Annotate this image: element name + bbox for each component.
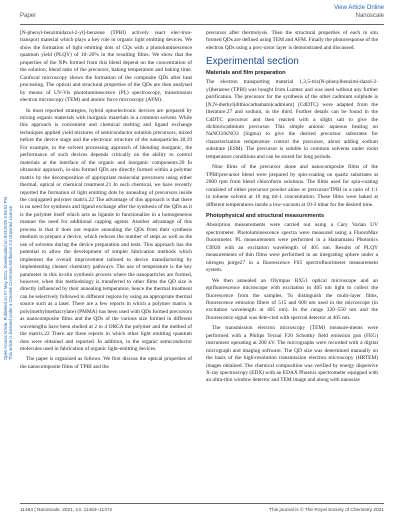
right-paragraph: Absorption measurements were carried out using a Cary Varian UV spectrometer. Photoluminescence spectra were measured using a FluoroMax fluorometer. PL measurements were performed in a Hamamatsu Photonics C9920 with an excitation wavelength of 405 nm. Results of PLQY measurements of thin films were performed in an integrating sphere under a nitrogen purge27 in a fluorescence FS5 spectrofluorimeter measurement system. (206, 222, 378, 274)
footer-copyright: This journal is © The Royal Society of Chemistry 2021 (269, 508, 384, 513)
side-access-line[interactable]: Open Access Article. Published on 07 May 2021. Downloaded on 8/31/2025 5:58:52 PM. (3, 195, 8, 360)
header-rule (20, 24, 384, 25)
header-section-label: Paper (20, 13, 37, 19)
left-column (20, 30, 192, 374)
header-journal-name: Nanoscale (355, 13, 384, 19)
left-paragraph: [N-phenyl-benzimidazol-2-yl]-benzene (TPBI) actively react elec-tron-transport material which plays a key role in organic light emitting devices. We show the formation of light emitting dots of CQs with a photoluminescence quantum yield (PLQY) of 10–20% in the resulting films. We show that the properties of the NPs formed from this blend depend on the concentration of the solution, blend ratio of the precursor, baking temperature and baking time. Confocal microscopy shows the formation of the composite QDs after heat processing. The optical and structural properties of the QDs are then analysed by means of UV-Vis photoluminescence (PL) spectroscopy, transmission electron microscopy (TEM) and atomic force microscopy (AFM). (20, 30, 192, 104)
right-paragraph: Nine films of the precursor alone and nanocomposite films of the TPBI/precursor blend were prepared by spin-coating on quartz substrates at 2000 rpm from blend chloroform solutions. The films used for spin-coating consisted of either precursor powder alone or precursor/TPBI in a ratio of 1:1 in toluene solvent at 10 mg ml-1 concentration. These films were baked at different temperatures inside a low-vacuum at 10-3 mbar for the desired time. (206, 164, 378, 208)
subsection-title-materials: Materials and film preparation (206, 69, 286, 76)
view-article-online-link[interactable]: View Article Online (334, 5, 384, 11)
right-intro-paragraph: precursor after thermolysis. Then the structural properties of each in situ formed QDs are defined using TEM and AFM. Finally the photoresponse of the electron QDs using a prec-ursor layer is demonstrated and discussed. (206, 30, 378, 51)
subsection-title-measurements: Photophysical and structural measurements (206, 212, 325, 219)
footer-citation: 11464 | Nanoscale, 2021, 13, 11463–11472 (20, 508, 113, 513)
right-column (206, 30, 378, 388)
right-paragraph: The electron transporting material 1,3,5-tris(N-phenylbenzimi-dazol-2-yl)benzene (TPBI) was bought from Lumtec and was used without any further purification. The precursor for the synthesis of the other cadmium sulphide is [N,N-diethyl(dithiocarbamato)cadmium] (CdDTC) were adapted from the literature.27 and sodium, in the third. Further details can be found in the CdDTC precursor and then reacted with a slight salt to give the dichlorocadmium precursor. This simple anionic aqueous heating on NaNO3/KNO3 (Sigma) to give the desired precursor substrates for characterization temperature control the precursor, about adding sodium substrate (ESM). The precursor is soluble in common solvents under room temperature conditions and can be stored for long periods. (206, 79, 378, 160)
page-header (20, 5, 384, 23)
side-license-line[interactable]: This article is licensed under a Creative Commons Attribution 3.0 Unported Licence. (8, 204, 13, 360)
page-footer (20, 505, 384, 515)
left-paragraph: In most reported strategies, hybrid optoelectronic devices are prepared by mixing organic materials with inorganic materials in a common solvent. While this approach is convenient and chemical melting and ligand exchange techniques applied yield mixtures of semiconductor solution precursors, mixed before the device stage and the electronic structure of the nanoparticles.18,19 For example, in the solvent processing approach of blending inorganic, the performance of such devices depends critically on the ability to control materials at the interface of the organic and inorganic components.20 In ultrasonic approach, in-situ formed QDs are directly formed within a polymer matrix by the decomposition of appropriate molecular precursors using either thermal, optical or chemical treatment.21 In such chemical, we have recently reported the formation of light emitting dots by annealing of precursors inside the conjugated polymer matrix.22 The advantage of this approach is that there is no need for synthesis and ligand exchange after the synthesis of the QDs as it is the polymer itself which acts as ligands to functionalize in a homogeneous manner the need for additional capping agents. Another advantage of this process is that it does not require annealing the QDs from their synthesis medium to prepare a device, which reduces the number of steps as well as the use of solvents during the device preparation and tests. This approach has the potential to allow the development of simpler fabrication methods which implement the overall improvement tailored to device manufacturing by implementing cleaner chemistry pathways. The use of temperature is the key parameter in this in-situ synthesis process where the nanoparticles are formed, however, when this methodology is transferred to other films the QD size is directly influenced by their annealing temperature, hence the thermal treatment can be selectively followed in different regions by using an appropriate thermal source such as a laser. There are a few reports in which a polymer matrix is poly(methylmethacrylate) (PMMA) has been used with QDs formed precursors as nanocomposite films and the QDs of the various size formed in different wavelengths have been studied at 2 to 4 ORCA the polymer and the method of the matrix.22 There are three reports in which other light emitting quantum dots were obtained and reported. In addition, in the organic semiconductor molecules used in fabrication of organic light-emitting devices. (20, 107, 192, 353)
section-title-experimental: Experimental section (206, 56, 299, 68)
right-paragraph: The transmission electron microscopy (TEM) measure-ments were performed with a Philips Tecnai F20 Schottky field emission gun (FEG) instrument operating at 200 kV. The micrographs were recorded with a digital micrograph and imaging software. The QD size was determined manually on the basis of the high-resolution transmission electron microscopy (HRTEM) images obtained. The chemical composition was verified by energy dispersive X-ray spectroscopy (EDX) with an EDAX Phoenix spectrometer equipped with an ultra-thin window detector and TEM image and along with nanosize (206, 325, 379, 384)
side-license-strip (3, 150, 13, 360)
left-paragraph: The paper is organized as follows. We first discuss the optical properties of the nanocomposite films of TPBI and the (20, 356, 192, 370)
right-paragraph: We then annealed an Olympus BX51 optical microscope and an epifluorescence microscope with excitation in 405 nm light to collect the fluorescence from the samples. To distinguish the multi-layer films, fluorescence emission filters of 515 and 600 nm used in the microscope (in excitation wavelength at 405 nm). In the range 320–550 nm and the fluorescence signal was dete-cted with spectral detector at 405 nm. (206, 277, 378, 321)
footer-rule (20, 503, 384, 504)
